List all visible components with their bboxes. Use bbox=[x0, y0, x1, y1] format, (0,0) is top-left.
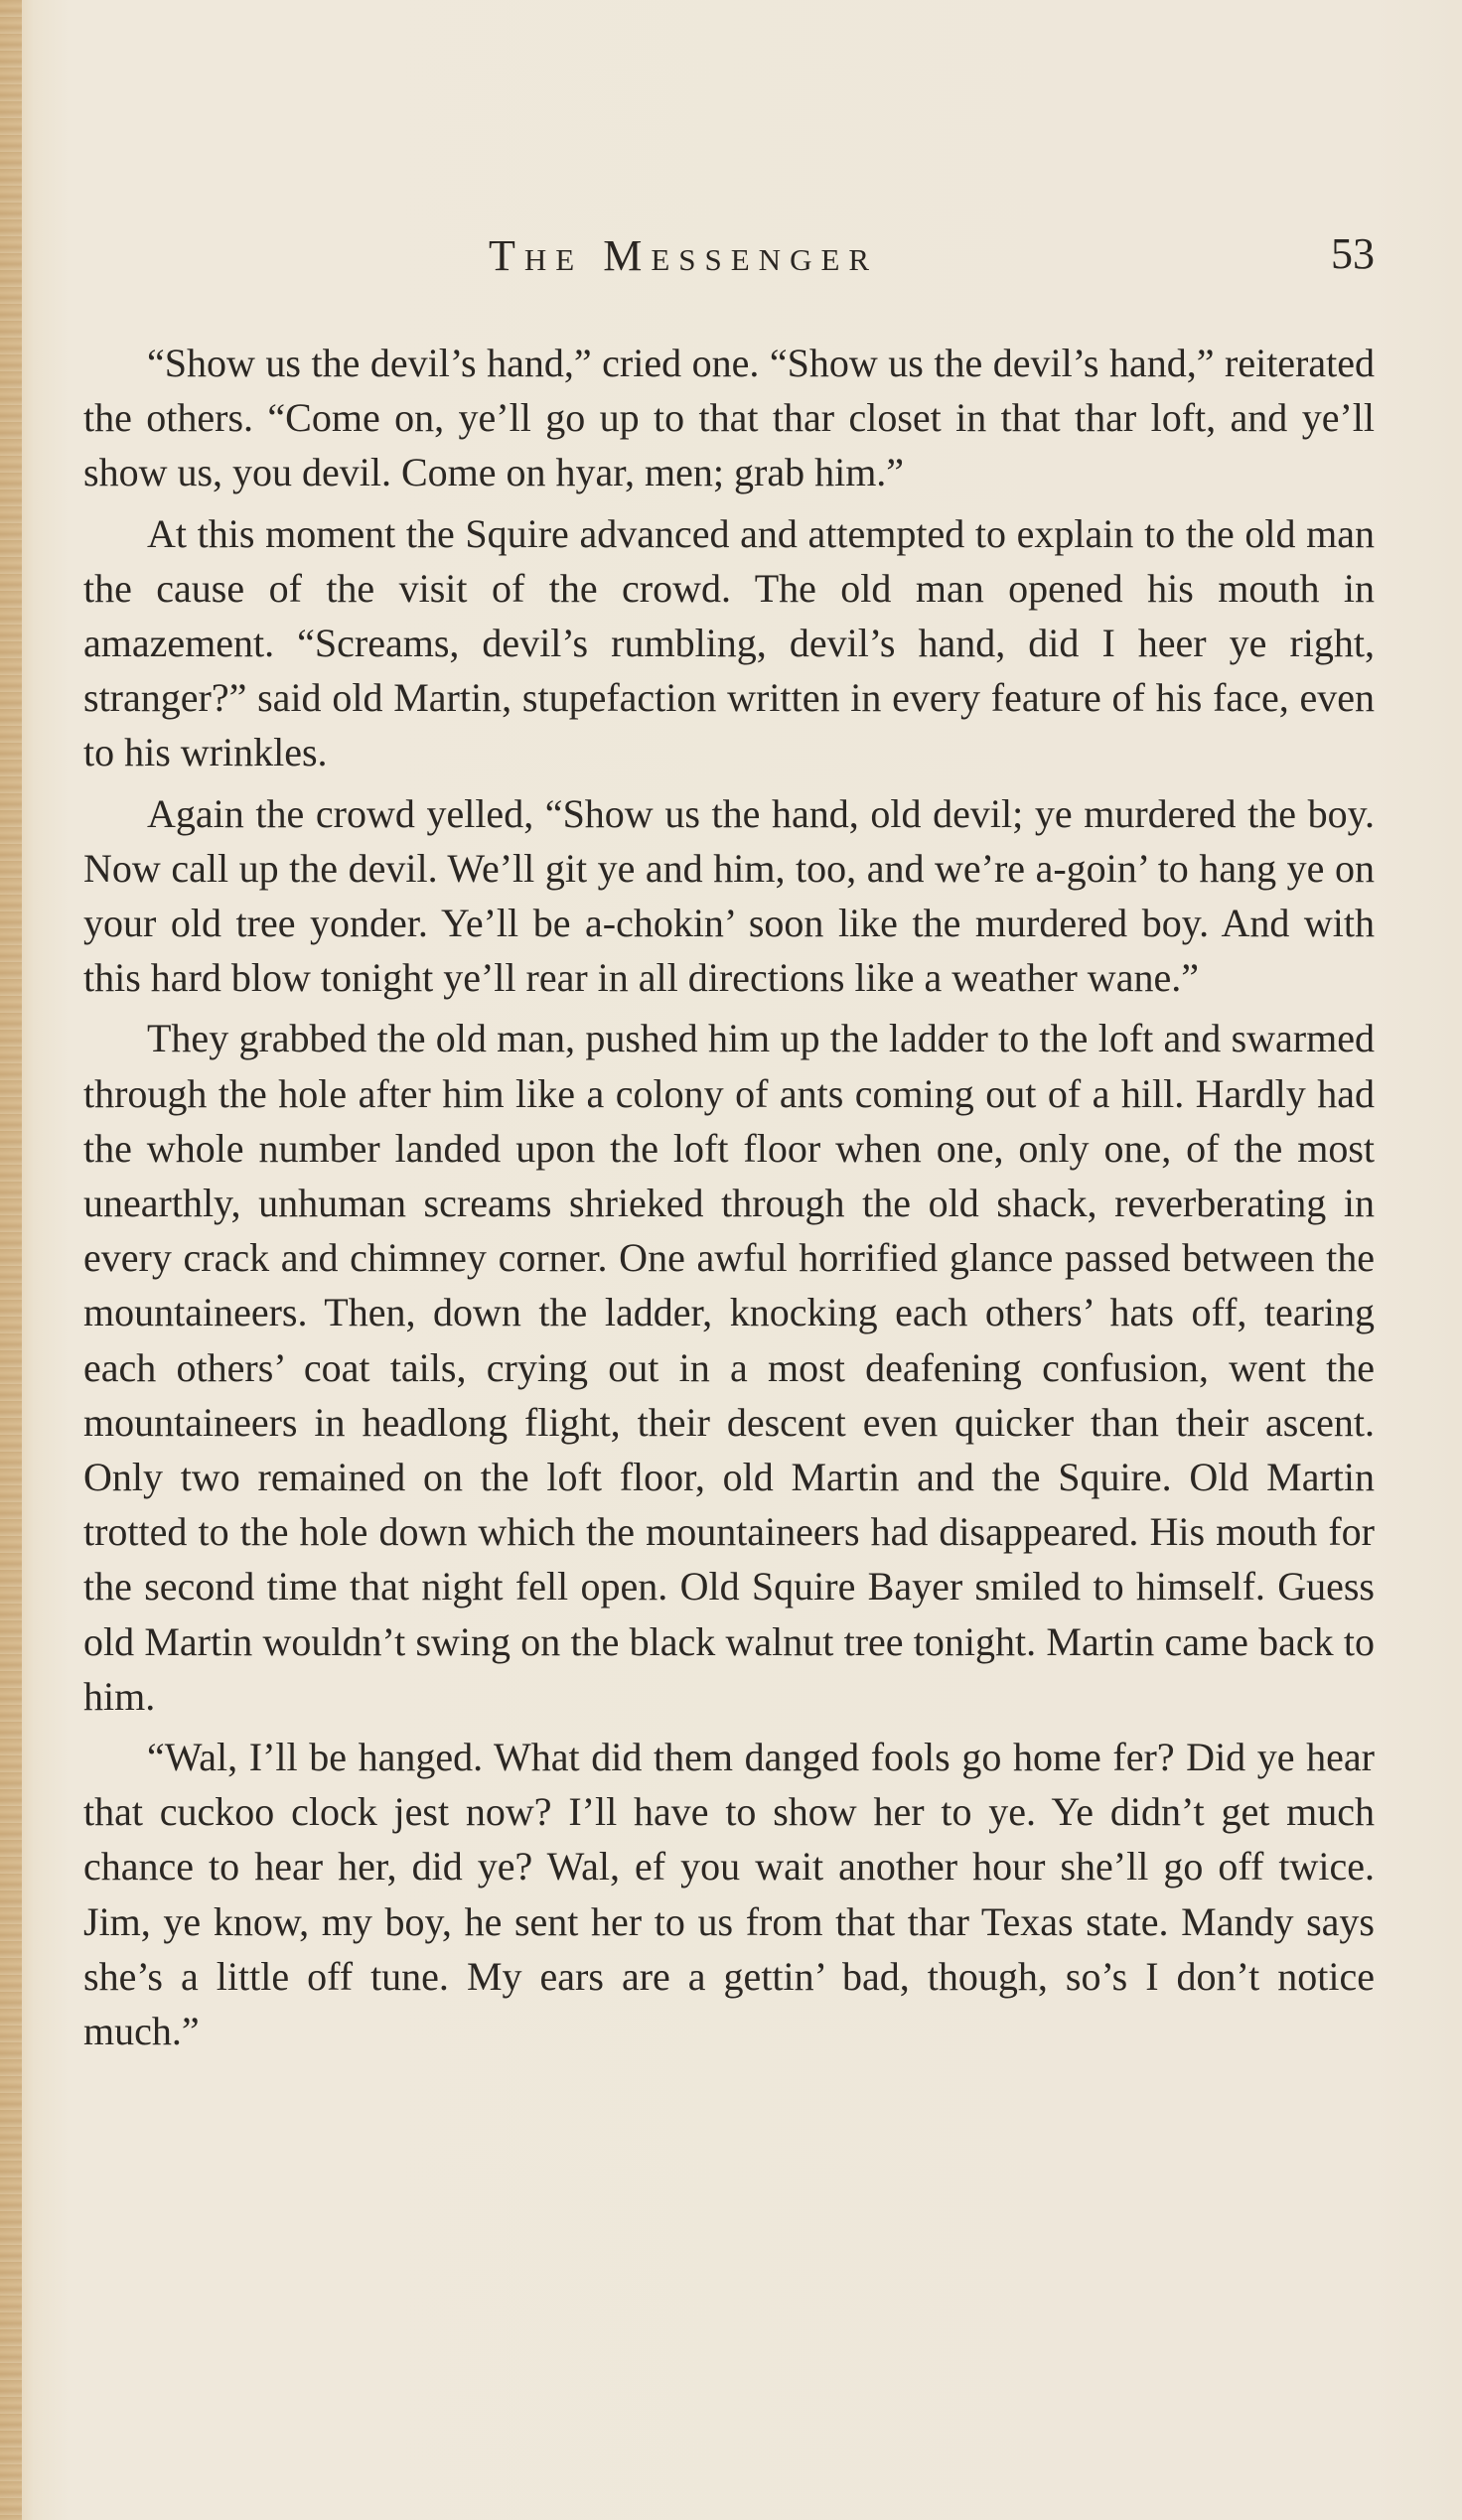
paragraph-1: “Show us the devil’s hand,” cried one. “Show us the devil’s hand,” reiterated the others. “Come on, ye’ll go up to that thar closet in that thar loft, and ye’ll show us, you devil. Come on hyar, men; grab him.” bbox=[83, 341, 1375, 495]
page-number: 53 bbox=[1331, 229, 1375, 278]
running-title: The Messenger bbox=[489, 231, 879, 280]
page-binding-edge bbox=[0, 0, 22, 2520]
paragraph-4: They grabbed the old man, pushed him up the ladder to the loft and swarmed through the hole after him like a colony of ants coming out of a hill. Hardly had the whole number landed upon the loft floor when one, only one, of the most unearthly, unhuman screams shrieked through the old shack, reverberating in every crack and chimney corner. One awful horrified glance passed between the mountaineers. Then, down the ladder, knocking each others’ hats off, tearing each others’ coat tails, crying out in a most deafening confusion, went the mountaineers in headlong flight, their descent even quicker than their ascent. Only two remained on the loft floor, old Martin and the Squire. Old Martin trotted to the hole down which the mountaineers had disappeared. His mouth for the second time that night fell open. Old Squire Bayer smiled to himself. Guess old Martin wouldn’t swing on the black walnut tree tonight. Martin came back to him. bbox=[83, 1016, 1375, 1719]
paragraph-3: Again the crowd yelled, “Show us the hand, old devil; ye murdered the boy. Now call up the devil. We’ll git ye and him, too, and we’re a-goin’ to hang ye on your old tree yonder. Ye’ll be a-chokin’ soon like the murdered boy. And with this hard blow tonight ye’ll rear in all directions like a weather wane.” bbox=[83, 790, 1375, 1001]
page-header bbox=[83, 230, 1375, 290]
paragraph-5: “Wal, I’ll be hanged. What did them danged fools go home fer? Did ye hear that cuckoo clock jest now? I’ll have to show her to ye. Ye didn’t get much chance to hear her, did ye? Wal, ef you wait another hour she’ll go off twice. Jim, ye know, my boy, he sent her to us from that thar Texas state. Mandy says she’s a little off tune. My ears are a gettin’ bad, though, so’s I don’t notice much.” bbox=[83, 1735, 1375, 2054]
body-text bbox=[83, 336, 1375, 2058]
paragraph-2: At this moment the Squire advanced and attempted to explain to the old man the cause of the visit of the crowd. The old man opened his mouth in amazement. “Screams, devil’s rumbling, devil’s hand, did I heer ye right, stranger?” said old Martin, stupefaction written in every feature of his face, even to his wrinkles. bbox=[83, 510, 1375, 775]
